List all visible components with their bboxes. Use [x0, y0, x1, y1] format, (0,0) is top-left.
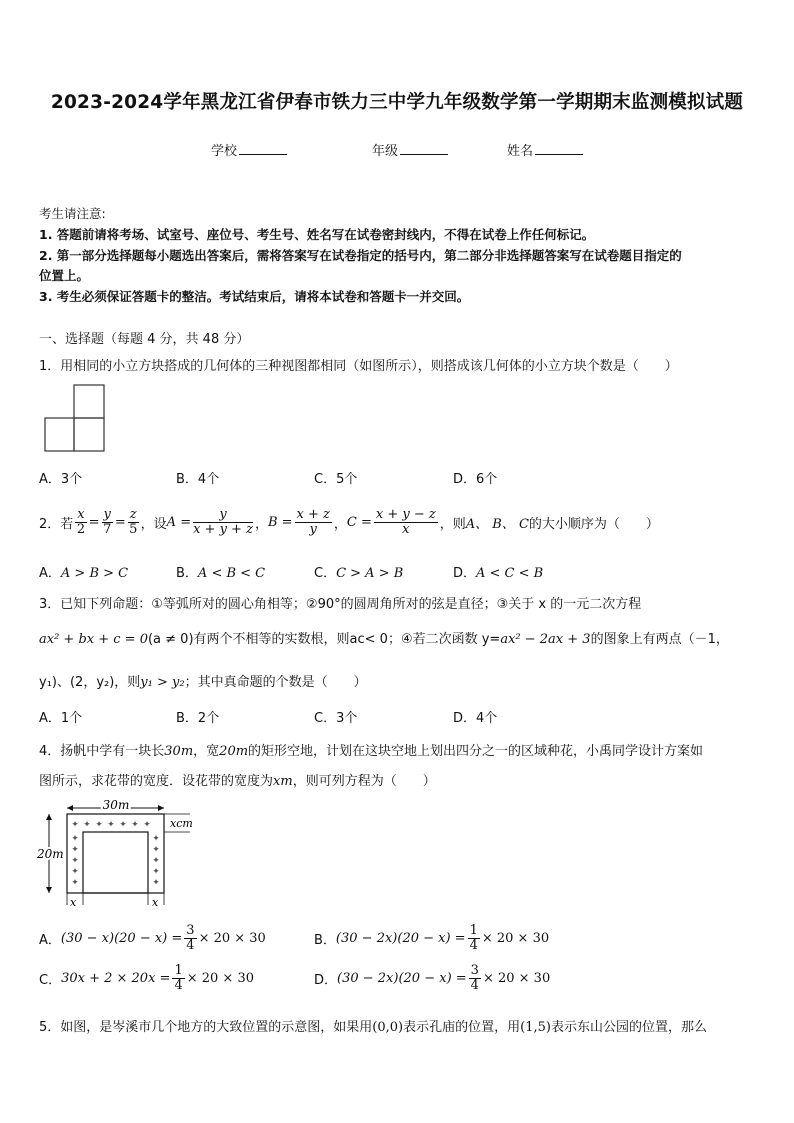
q3-line-3 [39, 671, 367, 690]
q4-option-c-lhs: 30x + 2 × 20x = [61, 971, 171, 986]
q5-text-b: 表示孔庙的位置，用 [403, 1020, 521, 1035]
q3-function: ax² − 2ax + 3 [500, 632, 591, 647]
q4-line-1-b: ，宽 [193, 744, 220, 759]
name-label: 姓名 [507, 144, 534, 159]
q4-bottom-x-left: x [70, 896, 77, 909]
q4-top-arrow-left [67, 805, 73, 811]
flower-mark: ✦ [152, 856, 160, 866]
grade-field [372, 140, 448, 159]
flower-mark: ✦ [152, 867, 160, 877]
q4-line-2-a: 图所示，求花带的宽度．设花带的宽度为 [39, 774, 274, 789]
q4-option-c-num: 1 [174, 963, 183, 978]
q2-sep-2: ， [333, 516, 347, 532]
q2-frac-a-num: y [193, 508, 253, 523]
q2-frac-x2-num: x [77, 506, 85, 522]
q4-option-b-num: 1 [469, 923, 478, 938]
q3-line-2-tail: 的图象上有两点（－1， [590, 632, 729, 647]
q2-eq-1: = [88, 514, 100, 530]
q4-option-b-frac [468, 924, 480, 953]
name-field [507, 140, 583, 159]
q2-option-d-label: D． [453, 566, 477, 581]
q1-option-b[interactable]: B．4个 [176, 472, 220, 487]
q2-option-c-label: C． [314, 566, 337, 581]
q3-equation: ax² + bx + c = 0 [39, 632, 148, 647]
flower-mark: ✦ [71, 820, 79, 830]
q5-text-c: 表示东山公园的位置，那么 [550, 1020, 707, 1035]
q2-eq-b: B = [267, 514, 293, 530]
q3-inequality: y₁ > y₂ [140, 675, 185, 690]
q4-option-a[interactable] [39, 924, 266, 953]
flower-mark: ✦ [119, 820, 127, 830]
school-blank [239, 141, 287, 155]
section-heading: 一、选择题（每题 4 分，共 48 分） [39, 332, 250, 347]
q3-line-3-b: ；其中真命题的个数是（ ） [184, 675, 367, 690]
q2-frac-c-den: x [402, 521, 410, 537]
q3-line-3-a: y₁)、(2，y₂)，则 [39, 675, 141, 690]
q3-option-b[interactable]: B．2个 [176, 711, 220, 726]
q4-top-arrow-right [158, 805, 164, 811]
q2-option-b[interactable] [176, 562, 265, 581]
q2-option-b-math: A < B < C [197, 566, 266, 581]
q2-frac-y7-num: y [103, 506, 111, 522]
q2-frac-b [295, 508, 332, 537]
q4-line-1 [39, 740, 703, 759]
q2-prefix: 2．若 [39, 516, 74, 532]
q1-square-top [74, 385, 104, 418]
q2-frac-y7 [102, 508, 113, 537]
q1-stem: 1．用相同的小立方块搭成的几何体的三种视图都相同（如图所示），则搭成该几何体的小立方块个数是（ ） [39, 359, 678, 374]
q2-stem [39, 500, 659, 544]
flower-mark: ✦ [143, 820, 151, 830]
q5-coord-1: (0,0) [372, 1020, 404, 1035]
q4-option-c-rhs: × 20 × 30 [186, 971, 254, 986]
q2-option-a[interactable] [39, 562, 128, 581]
q1-square-bottom-left [45, 418, 74, 451]
q2-option-a-label: A． [39, 566, 61, 581]
q2-abc: A、 B、 C [465, 516, 529, 532]
flower-mark: ✦ [131, 820, 139, 830]
notice-item-3: 3. 考生必须保证答题卡的整洁。考试结束后，请将本试卷和答题卡一并交回。 [39, 289, 470, 304]
q2-option-c-math: C > A > B [336, 566, 404, 581]
q4-line-1-a: 4．扬帆中学有一块长 [39, 744, 165, 759]
q4-option-d-frac [469, 964, 481, 993]
q1-option-a[interactable]: A．3个 [39, 472, 83, 487]
q1-square-bottom-right [74, 418, 104, 451]
q2-frac-z5 [128, 508, 139, 537]
flower-mark: ✦ [152, 834, 160, 844]
flower-mark: ✦ [71, 867, 79, 877]
q4-width: 20m [219, 744, 249, 759]
q3-option-d[interactable]: D．4个 [453, 711, 498, 726]
q4-left-arrow-bottom [46, 887, 52, 893]
q4-option-c-den: 4 [174, 978, 183, 993]
q4-option-d-label: D． [314, 973, 338, 988]
notice-item-2: 2. 第一部分选择题每小题选出答案后，需将答案写在试卷指定的括号内，第二部分非选择题答案写在试卷题目指定的 [39, 248, 682, 263]
flower-mark: ✦ [71, 856, 79, 866]
q4-option-a-label: A． [39, 933, 61, 948]
flower-mark: ✦ [71, 834, 79, 844]
flower-mark: ✦ [71, 878, 79, 888]
q4-right-label: xcm [170, 817, 193, 830]
q4-option-d[interactable] [314, 964, 550, 993]
q2-frac-z5-num: z [129, 506, 137, 522]
q2-frac-y7-den: 7 [103, 521, 112, 537]
q5-coord-2: (1,5) [520, 1020, 551, 1035]
q2-frac-c [374, 508, 438, 537]
q2-text-tail: ，则 [439, 516, 466, 532]
q4-line-1-c: 的矩形空地，计划在这块空地上划出四分之一的区域种花，小禹同学设计方案如 [248, 744, 704, 759]
q2-eq-c: C = [346, 514, 372, 530]
school-field [211, 140, 287, 159]
q4-line-2 [39, 770, 436, 789]
q2-frac-a [193, 508, 253, 537]
q1-option-d[interactable]: D．6个 [453, 472, 498, 487]
q4-option-d-den: 4 [470, 978, 479, 993]
q4-bottom-x-right: x [152, 896, 159, 909]
q4-left-label: 20m [37, 847, 64, 861]
q3-line-1: 3．已知下列命题：①等弧所对的圆心角相等；②90°的圆周角所对的弦是直径；③关于 x 的一元二次方程 [39, 597, 642, 612]
notice-heading: 考生请注意: [39, 206, 106, 221]
q1-three-view-figure [44, 384, 106, 454]
q2-option-c[interactable] [314, 562, 403, 581]
q4-option-a-frac [184, 924, 196, 953]
school-label: 学校 [211, 144, 238, 159]
flower-mark: ✦ [71, 845, 79, 855]
q4-option-b-rhs: × 20 × 30 [481, 931, 550, 946]
q2-text-set: ，设 [140, 516, 167, 532]
q3-line-2 [39, 628, 729, 647]
q4-option-b-label: B． [314, 933, 336, 948]
q4-option-a-den: 4 [186, 938, 195, 953]
q2-frac-x2-den: 2 [76, 521, 86, 537]
grade-label: 年级 [372, 144, 399, 159]
q4-line-2-b: ，则可列方程为（ ） [292, 774, 436, 789]
flower-mark: ✦ [107, 820, 115, 830]
q3-option-a[interactable]: A．1个 [39, 711, 83, 726]
q4-option-c-label: C． [39, 973, 62, 988]
q4-garden-figure [30, 796, 200, 910]
q1-option-c[interactable]: C．5个 [314, 472, 358, 487]
q4-inner-rect [83, 832, 148, 893]
q4-length: 30m [164, 744, 194, 759]
name-blank [535, 141, 583, 155]
q4-option-c-frac [172, 964, 184, 993]
q2-option-d[interactable] [453, 562, 543, 581]
notice-item-1: 1. 答题前请将考场、试室号、座位号、考生号、姓名写在试卷密封线内，不得在试卷上作任何标记。 [39, 227, 595, 242]
q4-xm: xm [273, 774, 293, 789]
q2-eq-a: A = [166, 514, 192, 530]
q4-left-arrow-top [46, 814, 52, 820]
q2-option-d-math: A < C < B [476, 566, 544, 581]
q4-top-label: 30m [102, 798, 130, 812]
q4-option-b-lhs: (30 − 2x)(20 − x) = [335, 931, 466, 946]
grade-blank [400, 141, 448, 155]
q2-frac-b-num: x + z [296, 506, 330, 522]
q2-eq-2: = [114, 514, 126, 530]
q4-flower-band [71, 820, 160, 888]
q4-option-b-den: 4 [469, 938, 478, 953]
q2-option-b-label: B． [176, 566, 198, 581]
q3-option-c[interactable]: C．3个 [314, 711, 358, 726]
notice-item-2-cont: 位置上。 [39, 268, 90, 283]
q4-option-c[interactable] [39, 964, 254, 993]
q4-option-d-num: 3 [470, 963, 479, 978]
flower-mark: ✦ [83, 820, 91, 830]
q2-tail: 的大小顺序为（ ） [528, 516, 659, 532]
q5-text-a: 5．如图，是岑溪市几个地方的大致位置的示意图，如果用 [39, 1020, 373, 1035]
q4-option-a-lhs: (30 − x)(20 − x) = [60, 931, 183, 946]
flower-mark: ✦ [95, 820, 103, 830]
q2-frac-c-num: x + y − z [375, 506, 436, 522]
q4-option-b[interactable] [314, 924, 549, 953]
q4-option-a-num: 3 [186, 923, 195, 938]
exam-title: 2023-2024学年黑龙江省伊春市铁力三中学九年级数学第一学期期末监测模拟试题 [50, 92, 744, 113]
q4-option-d-lhs: (30 − 2x)(20 − x) = [337, 971, 467, 986]
q2-frac-x2 [75, 508, 86, 537]
flower-mark: ✦ [152, 878, 160, 888]
q2-frac-z5-den: 5 [129, 521, 138, 537]
q2-frac-a-den: x + y + z [193, 521, 253, 537]
flower-mark: ✦ [152, 845, 160, 855]
q4-option-d-rhs: × 20 × 30 [482, 971, 551, 986]
q3-condition: (a ≠ 0) [147, 632, 194, 647]
q2-option-a-math: A > B > C [60, 566, 129, 581]
q2-sep-1: ， [254, 516, 268, 532]
q2-frac-b-den: y [309, 521, 317, 537]
q5-stem [39, 1016, 707, 1035]
q4-option-a-rhs: × 20 × 30 [198, 931, 266, 946]
q3-line-2-text: 有两个不相等的实数根，则ac< 0；④若二次函数 y= [193, 632, 501, 647]
